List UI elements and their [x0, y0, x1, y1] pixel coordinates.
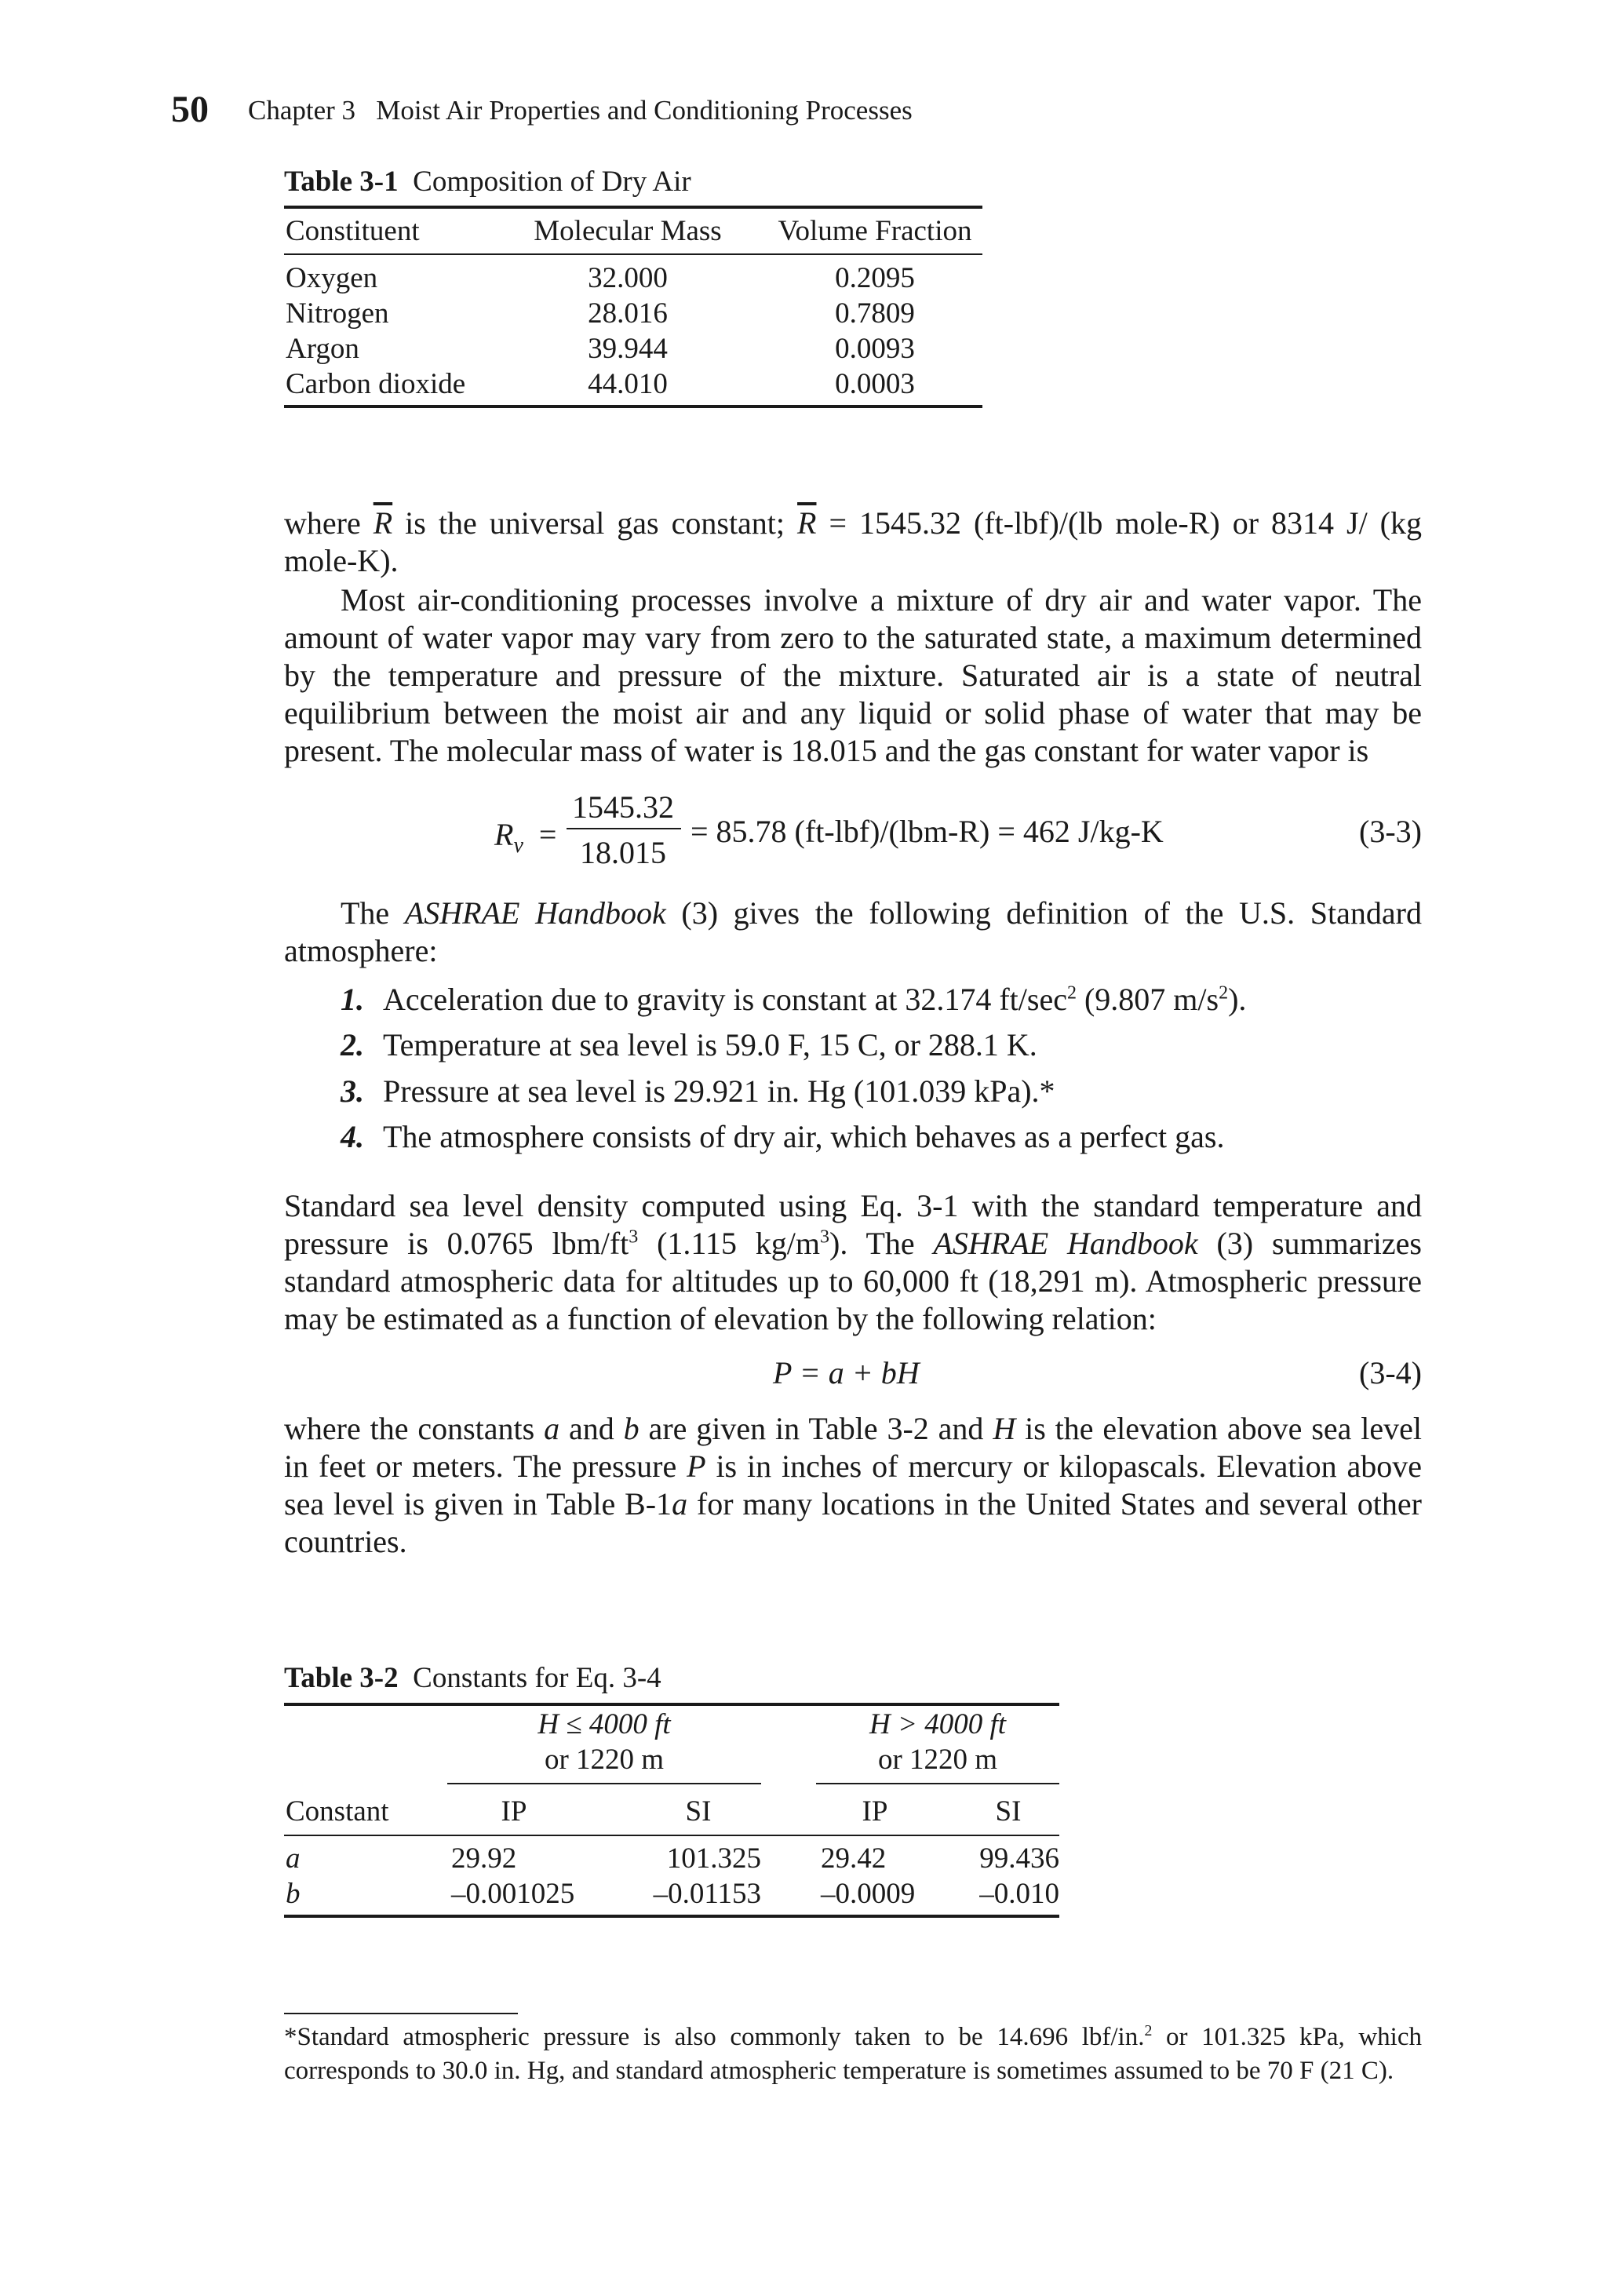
- table2-cell: –0.01153: [653, 1878, 761, 1910]
- table1-cell: Nitrogen: [286, 297, 389, 330]
- superscript: 3: [629, 1226, 639, 1248]
- text-span: *Standard atmospheric pressure is also commonly taken to be 14.696 lbf/in.: [284, 2023, 1145, 2051]
- table2-top-rule: [284, 1703, 1059, 1706]
- table1-cell: 28.016: [588, 297, 668, 330]
- page-number: 50: [171, 89, 209, 130]
- variable: b: [623, 1411, 640, 1446]
- table2-header-constant: Constant: [286, 1795, 389, 1828]
- r-bar-symbol: $\overline{R}$: [373, 505, 393, 541]
- text-span: is the elevation above sea level in feet or meters. The pressure: [284, 1411, 1423, 1484]
- eq34-expression: P = a + bH: [773, 1355, 920, 1390]
- superscript: 2: [1066, 982, 1077, 1004]
- text-span: Pressure at sea level is 29.921 in. Hg (101.039 kPa).*: [383, 1073, 1055, 1109]
- text-span: is the universal gas constant;: [392, 505, 798, 541]
- book-title: ASHRAE Handbook: [933, 1226, 1198, 1261]
- eq33-denominator: 18.015: [580, 835, 666, 870]
- table2-cell: –0.0009: [821, 1878, 916, 1910]
- table2-cell: 101.325: [666, 1842, 761, 1875]
- variable: a: [672, 1486, 688, 1522]
- list-item: [341, 981, 1246, 1018]
- table1-cell: 44.010: [588, 368, 668, 400]
- table2-cell: 99.436: [979, 1842, 1059, 1875]
- eq33-symbol: R: [494, 817, 514, 852]
- table1-label: Table 3-1: [284, 166, 399, 198]
- paragraph-ashrae-definition: [284, 895, 1422, 970]
- paragraph-water-vapor: [284, 581, 1422, 770]
- table1-cell: Argon: [286, 333, 359, 365]
- list-item: [341, 1026, 1037, 1063]
- list-number: 4.: [341, 1119, 364, 1154]
- table1-header-constituent: Constituent: [286, 215, 420, 247]
- paragraph-gas-constant: [284, 505, 1422, 580]
- table2-group1-rule: [447, 1783, 761, 1784]
- table2-header-rule: [284, 1835, 1059, 1836]
- table1-bottom-rule: [284, 405, 982, 408]
- text-span: Temperature at sea level is 59.0 F, 15 C, or 288.1 K.: [383, 1027, 1037, 1062]
- text-span: where the constants: [284, 1411, 545, 1446]
- table2-header-ip1: IP: [501, 1795, 527, 1828]
- table2-cell: 29.42: [821, 1842, 887, 1875]
- superscript: 3: [820, 1226, 830, 1248]
- list-number: 1.: [341, 982, 364, 1017]
- eq33-fraction-bar: [567, 828, 681, 829]
- eq33-rhs: = 85.78 (ft-lbf)/(lbm-R) = 462 J/kg-K: [691, 814, 1164, 849]
- table2-caption: [284, 1661, 661, 1695]
- table1-cell: 0.0003: [835, 368, 915, 400]
- table2-group2-line2: or 1220 m: [877, 1744, 998, 1776]
- table2-cell: –0.010: [979, 1878, 1059, 1910]
- table2-header-ip2: IP: [862, 1795, 888, 1828]
- text-span: (3) gives the following definition of the U.S. Standard atmosphere:: [284, 895, 1422, 968]
- table1-top-rule: [284, 206, 982, 209]
- r-bar-symbol: $\overline{R}$: [797, 505, 817, 541]
- table2-cell: a: [286, 1842, 301, 1875]
- eq34-number: (3-4): [1359, 1355, 1422, 1390]
- table1-header-fraction: Volume Fraction: [778, 215, 972, 247]
- table1-caption: [284, 165, 691, 199]
- footnote: [284, 2021, 1422, 2088]
- text-span: Most air-conditioning processes involve a mixture of dry air and water vapor. The amount of water vapor may vary from zero to the saturated state, a maximum determined by the temperature and pressure of the mixture. Saturated air is a state of neutral equilibrium between the moist air and any liquid or solid phase of water that may be present. The molecular mass of water is 18.015 and the gas constant for water vapor is: [284, 582, 1422, 768]
- paragraph-density: [284, 1187, 1422, 1338]
- list-number: 2.: [341, 1027, 364, 1062]
- table1-cell: 32.000: [588, 262, 668, 294]
- text-span: (1.115 kg/m: [638, 1226, 821, 1261]
- table2-label: Table 3-2: [284, 1662, 399, 1694]
- text-span: ). The: [829, 1226, 934, 1261]
- table2-title: Constants for Eq. 3-4: [413, 1662, 661, 1694]
- table2-group2-line1: H > 4000 ft: [869, 1708, 1006, 1740]
- text-span: where: [284, 505, 374, 541]
- table1-header-rule: [284, 253, 982, 255]
- running-head: Chapter 3 Moist Air Properties and Conditioning Processes: [248, 95, 913, 126]
- table2-cell: b: [286, 1878, 301, 1910]
- eq33-numerator: 1545.32: [572, 789, 674, 825]
- table2-group1-line2: or 1220 m: [544, 1744, 665, 1776]
- eq33-number: (3-3): [1359, 814, 1422, 849]
- table2-header-si1: SI: [685, 1795, 712, 1828]
- table1-cell: Carbon dioxide: [286, 368, 466, 400]
- text-span: Acceleration due to gravity is constant at 32.174 ft/sec: [383, 982, 1067, 1017]
- book-title: ASHRAE Handbook: [404, 895, 666, 931]
- list-item: [341, 1073, 1055, 1110]
- table1-cell: 0.2095: [835, 262, 915, 294]
- table2-cell: –0.001025: [451, 1878, 575, 1910]
- eq33-equals: =: [538, 817, 557, 852]
- paragraph-constants: [284, 1410, 1422, 1561]
- text-span: ).: [1228, 982, 1247, 1017]
- text-span: (3) summarizes standard atmospheric data for altitudes up to 60,000 ft (18,291 m). Atmospheric pressure may be estimated as a function of elevation by the following relation:: [284, 1226, 1422, 1336]
- text-span: (9.807 m/s: [1076, 982, 1219, 1017]
- table2-header-si2: SI: [995, 1795, 1022, 1828]
- table1-title: Composition of Dry Air: [413, 166, 691, 198]
- table2-group1-line1: H ≤ 4000 ft: [537, 1708, 671, 1740]
- text-span: for many locations in the United States and several other countries.: [284, 1486, 1422, 1559]
- variable: P: [687, 1449, 706, 1484]
- table1-cell: 0.7809: [835, 297, 915, 330]
- table2-bottom-rule: [284, 1915, 1059, 1918]
- superscript: 2: [1219, 982, 1229, 1004]
- list-item: [341, 1118, 1224, 1155]
- eq33-lhs: [494, 816, 556, 858]
- list-number: 3.: [341, 1073, 364, 1109]
- table2-group2-rule: [816, 1783, 1059, 1784]
- footnote-rule: [284, 2013, 518, 2014]
- table1-header-mass: Molecular Mass: [534, 215, 722, 247]
- text-span: or 101.325 kPa, which corresponds to 30.0 in. Hg, and standard atmospheric temperature is sometimes assumed to be 70 F (21 C).: [284, 2023, 1423, 2085]
- variable: a: [544, 1411, 560, 1446]
- text-span: The atmosphere consists of dry air, which behaves as a perfect gas.: [383, 1119, 1225, 1154]
- text-span: The: [341, 895, 405, 931]
- table1-cell: 0.0093: [835, 333, 915, 365]
- text-span: are given in Table 3-2 and: [639, 1411, 993, 1446]
- text-span: and: [559, 1411, 624, 1446]
- table1-cell: 39.944: [588, 333, 668, 365]
- variable: H: [993, 1411, 1016, 1446]
- text-span: = 1545.32 (ft-lbf)/(lb mole-R) or 8314 J/ (kg mole-K).: [284, 505, 1423, 578]
- text-span: is in inches of mercury or kilopascals. Elevation above sea level is given in Table B-1: [284, 1449, 1422, 1522]
- superscript: 2: [1144, 2022, 1153, 2039]
- text-span: Standard sea level density computed using Eq. 3-1 with the standard temperature and pressure is 0.0765 lbm/ft: [284, 1188, 1422, 1261]
- table2-cell: 29.92: [451, 1842, 517, 1875]
- eq33-subscript: v: [513, 833, 523, 858]
- table1-cell: Oxygen: [286, 262, 378, 294]
